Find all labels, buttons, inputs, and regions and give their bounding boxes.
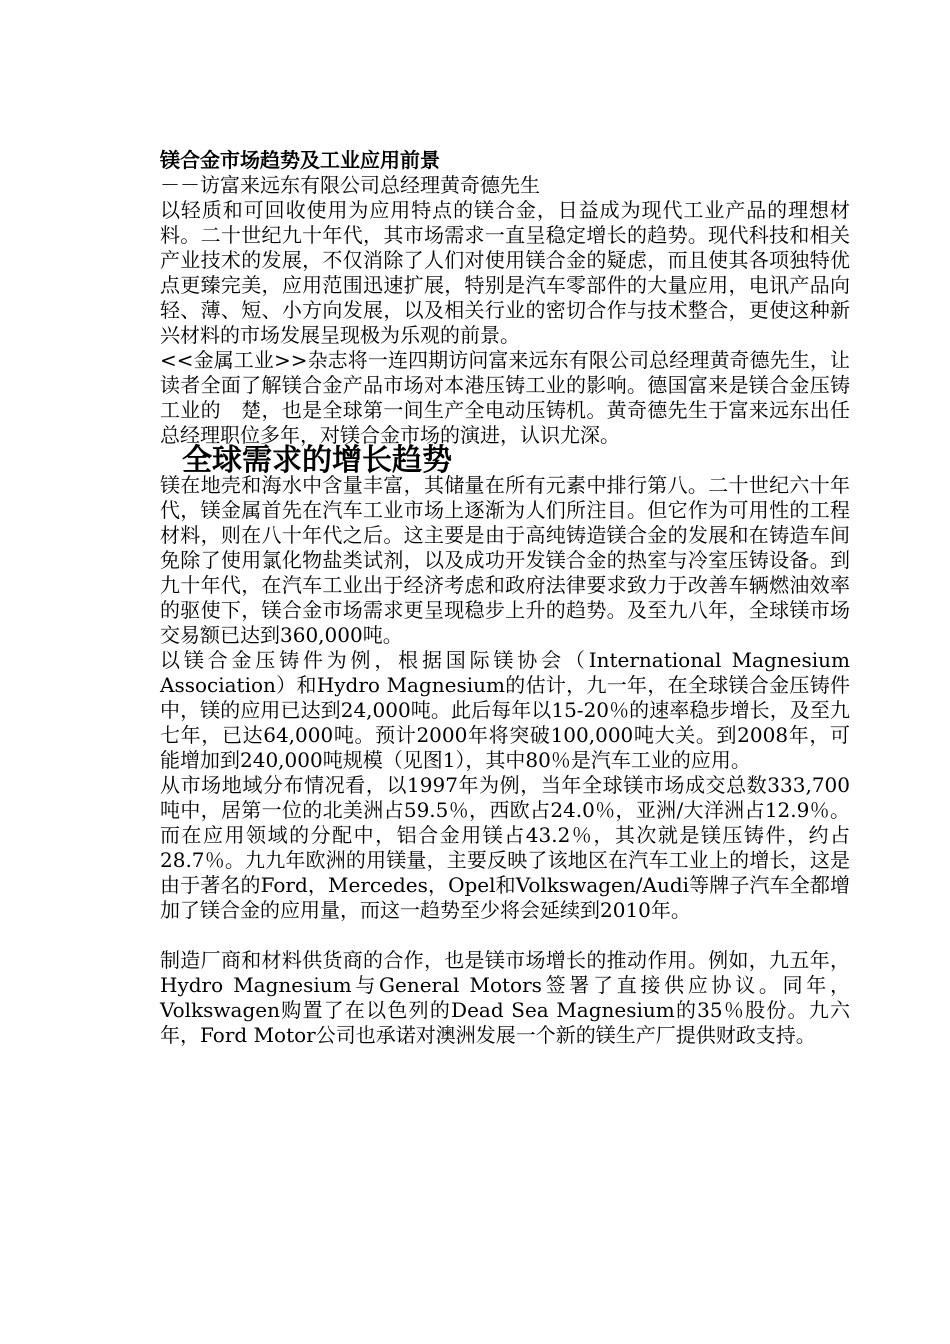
paragraph-gap	[160, 923, 850, 948]
article-title: 镁合金市场趋势及工业应用前景	[160, 148, 440, 172]
body-paragraph: 镁在地壳和海水中含量丰富，其储量在所有元素中排行第八。二十世纪六十年代，镁金属首先在汽车工业市场上逐渐为人们所注目。但它作为可用性的工程材料，则在八十年代之后。这主要是由于高纯铸造镁合金的发展和在铸造车间免除了使用氯化物盐类试剂，以及成功开发镁合金的热室与冷室压铸设备。到九十年代，在汽车工业出于经济考虑和政府法律要求致力于改善车辆燃油效率的驱使下，镁合金市场需求更呈现稳步上升的趋势。及至九八年，全球镁市场交易额已达到360,000吨。	[160, 473, 850, 647]
interview-paragraph: <<金属工业>>杂志将一连四期访问富来远东有限公司总经理黄奇德先生，让读者全面了解镁合金产品市场对本港压铸工业的影响。德国富来是镁合金压铸工业的 楚，也是全球第一间生产全电动压铸机。黄奇德先生于富来远东出任总经理职位多年，对镁合金市场的演进，认识尤深。	[160, 348, 850, 447]
section-heading: 全球需求的增长趋势	[182, 443, 452, 478]
document-page	[160, 148, 870, 1048]
body-paragraph: 从市场地域分布情况看，以1997年为例，当年全球镁市场成交总数333,700 吨中，居第一位的北美洲占59.5％，西欧占24.0％，亚洲/大洋洲占12.9％。而在应用领域的分配中，铝合金用镁占43.2％，其次就是镁压铸件，约占28.7％。九九年欧洲的用镁量，主要反映了该地区在汽车工业上的增长，这是由于著名的Ford，Mercedes，Opel和Volkswagen/Audi等牌子汽车全都增加了镁合金的应用量，而这一趋势至少将会延续到2010年。	[160, 773, 870, 922]
body-paragraph: 以镁合金压铸件为例，根据国际镁协会（International Magnesium Association）和Hydro Magnesium的估计，九一年，在全球镁合金压铸件中，镁的应用已达到24,000吨。此后每年以15-20％的速率稳步增长，及至九七年，已达64,000吨。预计2000年将突破100,000吨大关。到2008年，可能增加到240,000吨规模（见图1），其中80％是汽车工业的应用。	[160, 648, 850, 772]
intro-paragraph: 以轻质和可回收使用为应用特点的镁合金，日益成为现代工业产品的理想材料。二十世纪九十年代，其市场需求一直呈稳定增长的趋势。现代科技和相关产业技术的发展，不仅消除了人们对使用镁合金的疑虑，而且使其各项独特优点更臻完美，应用范围迅速扩展，特别是汽车零部件的大量应用，电讯产品向轻、薄、短、小方向发展，以及相关行业的密切合作与技术整合，更使这种新兴材料的市场发展呈现极为乐观的前景。	[160, 198, 850, 347]
body-paragraph: 制造厂商和材料供货商的合作，也是镁市场增长的推动作用。例如，九五年，Hydro Magnesium与General Motors签署了直接供应协议。同年，Volkswagen购置了在以色列的Dead Sea Magnesium的35％股份。九六年，Ford Motor公司也承诺对澳洲发展一个新的镁生产厂提供财政支持。	[160, 948, 850, 1047]
article-subtitle: －－访富来远东有限公司总经理黄奇德先生	[160, 173, 540, 197]
